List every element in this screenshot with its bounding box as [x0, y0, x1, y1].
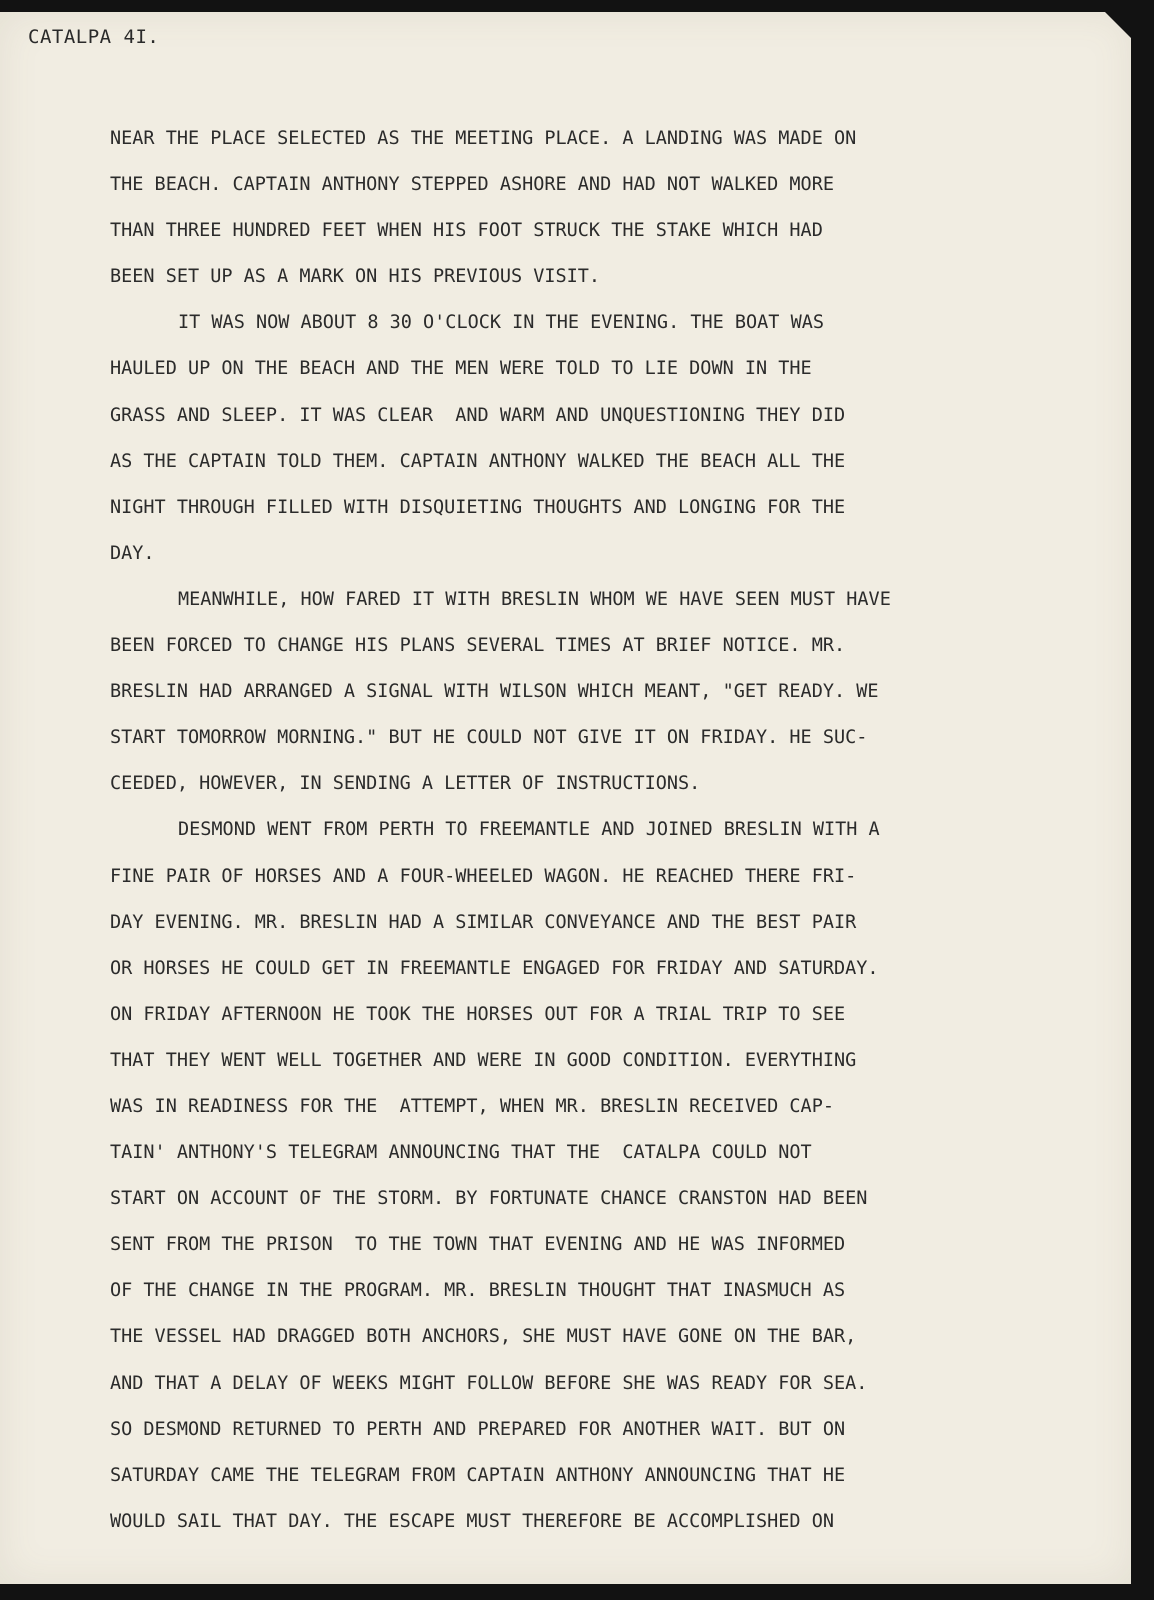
text-line: HAULED UP ON THE BEACH AND THE MEN WERE TOLD TO LIE DOWN IN THE [110, 358, 812, 380]
text-line: BEEN FORCED TO CHANGE HIS PLANS SEVERAL TIMES AT BRIEF NOTICE. MR. [110, 635, 846, 657]
text-line: MEANWHILE, HOW FARED IT WITH BRESLIN WHOM WE HAVE SEEN MUST HAVE [178, 588, 891, 610]
text-line: THAN THREE HUNDRED FEET WHEN HIS FOOT STRUCK THE STAKE WHICH HAD [110, 220, 823, 242]
text-line: THAT THEY WENT WELL TOGETHER AND WERE IN GOOD CONDITION. EVERYTHING [110, 1049, 857, 1071]
text-line: GRASS AND SLEEP. IT WAS CLEAR AND WARM AND UNQUESTIONING THEY DID [110, 404, 846, 426]
text-line: CEEDED, HOWEVER, IN SENDING A LETTER OF INSTRUCTIONS. [110, 773, 701, 795]
text-line: ON FRIDAY AFTERNOON HE TOOK THE HORSES OUT FOR A TRIAL TRIP TO SEE [110, 1003, 846, 1025]
page-header: CATALPA 4I. [28, 26, 160, 48]
text-line: DAY EVENING. MR. BRESLIN HAD A SIMILAR CONVEYANCE AND THE BEST PAIR [110, 911, 857, 933]
text-line: SATURDAY CAME THE TELEGRAM FROM CAPTAIN ANTHONY ANNOUNCING THAT HE [110, 1464, 846, 1486]
text-line: AS THE CAPTAIN TOLD THEM. CAPTAIN ANTHONY WALKED THE BEACH ALL THE [110, 450, 846, 472]
text-line: SO DESMOND RETURNED TO PERTH AND PREPARED FOR ANOTHER WAIT. BUT ON [110, 1418, 846, 1440]
text-line: FINE PAIR OF HORSES AND A FOUR-WHEELED WAGON. HE REACHED THERE FRI- [110, 865, 857, 887]
text-line: OF THE CHANGE IN THE PROGRAM. MR. BRESLIN THOUGHT THAT INASMUCH AS [110, 1280, 846, 1302]
folded-corner [1105, 12, 1131, 38]
text-line: NEAR THE PLACE SELECTED AS THE MEETING PLACE. A LANDING WAS MADE ON [110, 128, 857, 149]
text-line: THE BEACH. CAPTAIN ANTHONY STEPPED ASHORE AND HAD NOT WALKED MORE [110, 174, 834, 196]
text-line: NIGHT THROUGH FILLED WITH DISQUIETING THOUGHTS AND LONGING FOR THE [110, 496, 846, 518]
text-line: THE VESSEL HAD DRAGGED BOTH ANCHORS, SHE MUST HAVE GONE ON THE BAR, [110, 1326, 857, 1348]
text-line: START TOMORROW MORNING." BUT HE COULD NOT GIVE IT ON FRIDAY. HE SUC- [110, 727, 868, 749]
text-line: WOULD SAIL THAT DAY. THE ESCAPE MUST THEREFORE BE ACCOMPLISHED ON [110, 1510, 834, 1532]
typed-page [0, 12, 1131, 1584]
page-body [110, 116, 1070, 1545]
text-line: TAIN' ANTHONY'S TELEGRAM ANNOUNCING THAT THE CATALPA COULD NOT [110, 1142, 812, 1164]
text-line: DAY. [110, 542, 155, 564]
text-line: WAS IN READINESS FOR THE ATTEMPT, WHEN MR. BRESLIN RECEIVED CAP- [110, 1095, 834, 1117]
text-line: BEEN SET UP AS A MARK ON HIS PREVIOUS VISIT. [110, 266, 601, 288]
text-line: SENT FROM THE PRISON TO THE TOWN THAT EVENING AND HE WAS INFORMED [110, 1234, 846, 1256]
text-line: OR HORSES HE COULD GET IN FREEMANTLE ENGAGED FOR FRIDAY AND SATURDAY. [110, 957, 879, 979]
text-line: START ON ACCOUNT OF THE STORM. BY FORTUNATE CHANCE CRANSTON HAD BEEN [110, 1188, 868, 1210]
text-line: DESMOND WENT FROM PERTH TO FREEMANTLE AND JOINED BRESLIN WITH A [178, 819, 880, 841]
text-line: IT WAS NOW ABOUT 8 30 O'CLOCK IN THE EVENING. THE BOAT WAS [178, 312, 825, 334]
text-line: AND THAT A DELAY OF WEEKS MIGHT FOLLOW BEFORE SHE WAS READY FOR SEA. [110, 1372, 868, 1394]
text-line: BRESLIN HAD ARRANGED A SIGNAL WITH WILSON WHICH MEANT, "GET READY. WE [110, 681, 879, 703]
